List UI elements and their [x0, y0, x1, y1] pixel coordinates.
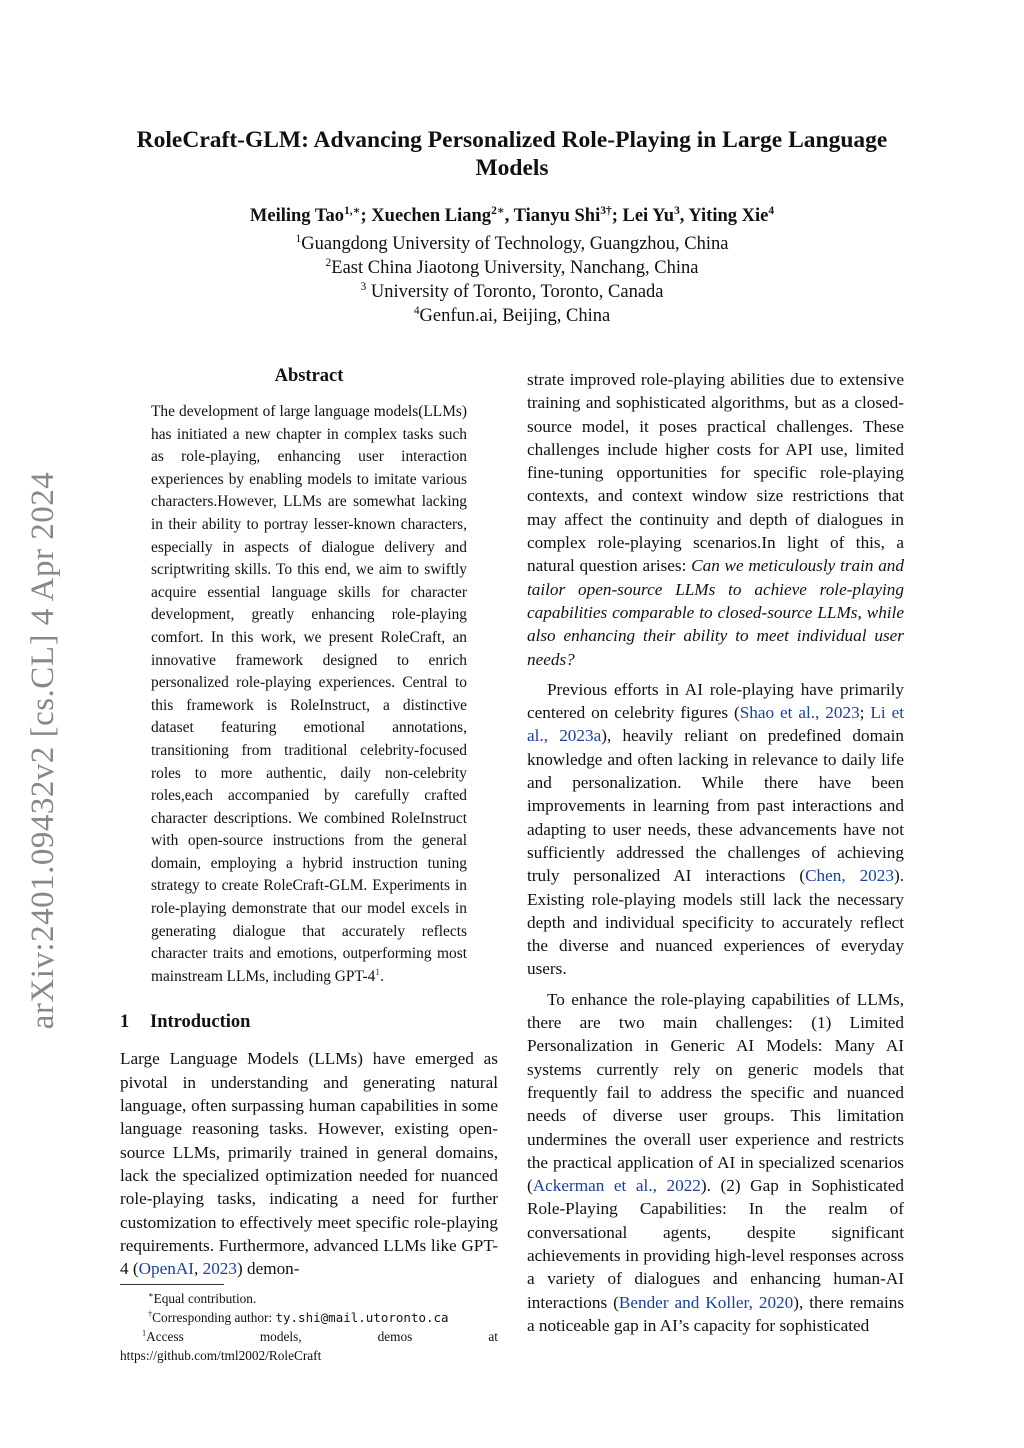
- abstract-end: .: [380, 967, 384, 985]
- arxiv-identifier: [4, 455, 84, 1045]
- research-question: Can we meticulously train and tailor open-source LLMs to achieve role-playing capabilities comparable to closed-source LLMs, while also enhancing their ability to meet individual user needs?: [527, 556, 904, 669]
- paragraph-text: ), there remains a noticeable gap in AI’s capacity for sophisticated: [527, 1292, 905, 1335]
- citation-link[interactable]: Li et al., 2023a: [527, 703, 905, 746]
- footnote-word-text: Access: [146, 1329, 184, 1345]
- affiliation-mark: 2: [325, 256, 332, 269]
- intro-paragraph: [527, 678, 904, 981]
- abstract-body: The development of large language models(LLMs) has initiated a new chapter in complex tasks such as role-playing, enhancing user interaction experiences by enabling models to imitate various characters.However, LLMs are somewhat lacking in their ability to portray lesser-known characters, especially in aspects of dialogue delivery and scriptwriting skills. To this end, we aim to swiftly acquire essential language skills for character development, greatly enhancing role-playing comfort. In this work, we present RoleCraft, an innovative framework designed to enrich personalized role-playing experiences. Central to this framework is RoleInstruct, a distinctive dataset featuring emotional annotations, transitioning from traditional celebrity-focused roles to more authentic, daily non-celebrity roles,each accompanied by carefully crafted character descriptions. We combined RoleInstruct with open-source instructions from the general domain, employing a hybrid instruction tuning strategy to create RoleCraft-GLM. Experiments in role-playing demonstrate that our model excels in generating dialogue that accurately reflects character traits and emotions, outperforming most mainstream LLMs, including GPT-4: [151, 403, 467, 985]
- affiliation-text: University of Toronto, Toronto, Canada: [366, 282, 664, 302]
- author-name: ; Xuechen Liang: [360, 206, 492, 226]
- affiliation-text: Guangdong University of Technology, Guangzhou, China: [301, 234, 729, 254]
- footnote-url[interactable]: https://github.com/tml2002/RoleCraft: [120, 1348, 322, 1364]
- footnote-text: Corresponding author:: [152, 1310, 276, 1326]
- author-name: Meiling Tao: [249, 206, 344, 226]
- citation-link[interactable]: 2023: [202, 1259, 237, 1279]
- paragraph-text: strate improved role-playing abilities due to extensive training and sophisticated algorithms, but as a closed-source model, it poses practical challenges. These challenges include higher costs for API use, limited fine-tuning opportunities for specific role-playing contexts, and context window size restrictions that may affect the continuity and depth of dialogues in complex role-playing scenarios.In light of this, a natural question arises:: [527, 370, 904, 576]
- author-mark: 3†: [600, 204, 612, 217]
- abstract-text: [151, 401, 467, 988]
- author-name: ; Lei Yu: [611, 206, 675, 226]
- left-column: [120, 366, 498, 1365]
- section-number: 1: [120, 1012, 130, 1033]
- author-mark: 3: [674, 204, 680, 217]
- author-name: , Tianyu Shi: [504, 206, 601, 226]
- paragraph-text: ), heavily reliant on predefined domain knowledge and often lacking in relevance to daily life and personalization. While there have been improvements in learning from past interactions and adapting to user needs, these advancements have not sufficiently addressed the challenges of achieving truly personalized AI interactions (: [527, 726, 904, 886]
- affiliation: [110, 232, 914, 256]
- footnote-mark: 1: [142, 1328, 147, 1338]
- author-mark: 4: [768, 204, 775, 217]
- footnote-text: Equal contribution.: [153, 1291, 257, 1307]
- paragraph-text: Previous efforts in AI role-playing have primarily centered on celebrity figures (: [527, 679, 904, 723]
- footnote-access: [120, 1327, 498, 1346]
- citation-separator: ,: [194, 1259, 203, 1279]
- affiliation-text: East China Jiaotong University, Nanchang, China: [331, 258, 699, 278]
- paragraph-text: ). Existing role-playing models still lack the necessary depth and individual specificity to accurately reflect the diverse and nuanced experiences of everyday users.: [527, 866, 904, 979]
- abstract-heading: Abstract: [274, 366, 344, 386]
- paragraph-text: ) demon-: [236, 1259, 300, 1279]
- paper-title: RoleCraft-GLM: Advancing Personalized Role-Playing in Large Language Models: [136, 127, 888, 181]
- arxiv-identifier-text: arXiv:2401.09432v2 [cs.CL] 4 Apr 2024: [25, 471, 62, 1029]
- citation-separator: ;: [859, 703, 871, 723]
- author-mark: 1,∗: [343, 204, 361, 217]
- affiliation-mark: 4: [413, 304, 420, 317]
- section-title: Introduction: [150, 1012, 251, 1033]
- affiliation-mark: 1: [295, 232, 302, 245]
- intro-paragraph-continued: [527, 368, 904, 671]
- footnote-word: demos: [377, 1329, 413, 1345]
- citation-link[interactable]: Ackerman et al., 2022: [532, 1176, 701, 1196]
- citation-link[interactable]: OpenAI: [138, 1259, 194, 1279]
- affiliation: [110, 280, 914, 304]
- citation-link[interactable]: Chen, 2023: [805, 866, 894, 886]
- affiliation-mark: 3: [360, 280, 367, 293]
- right-column: [527, 368, 904, 1337]
- footnote-word: [142, 1327, 184, 1346]
- citation-link[interactable]: Shao et al., 2023: [739, 703, 860, 723]
- intro-paragraph: [527, 988, 904, 1337]
- footnote-mark: †: [148, 1309, 153, 1319]
- affiliation-text: Genfun.ai, Beijing, China: [419, 306, 611, 326]
- author-name: , Yiting Xie: [679, 206, 769, 226]
- section-heading-introduction: [120, 1012, 498, 1033]
- footnote-equal: [120, 1289, 498, 1308]
- footnote-word: models,: [259, 1329, 302, 1345]
- affiliation: [110, 304, 914, 328]
- author-mark: 2∗: [491, 204, 505, 217]
- footnote-word: at: [488, 1329, 498, 1345]
- paragraph-text: To enhance the role-playing capabilities of LLMs, there are two main challenges: (1) Limited Personalization in Generic AI Models: Many AI systems currently rely on generic models that frequently fail to address the specific and nuanced needs of diverse user groups. This limitation undermines the overall user experience and restricts the practical application of AI in specialized scenarios (: [527, 989, 904, 1196]
- author-list: [110, 206, 914, 227]
- footnote-corresponding: [120, 1308, 498, 1327]
- footnote-mark: ∗: [148, 1290, 154, 1300]
- intro-paragraph: [120, 1047, 498, 1280]
- footnote-divider: [120, 1284, 224, 1285]
- paragraph-text: ). (2) Gap in Sophisticated Role-Playing Capabilities: In the realm of conversational agents, despite significant achievements in providing high-level responses across a variety of dialogues and enhancing human-AI interactions (: [527, 1176, 904, 1312]
- affiliation: [110, 256, 914, 280]
- citation-link[interactable]: Bender and Koller, 2020: [618, 1292, 794, 1312]
- affiliation-list: [110, 232, 914, 328]
- footnote-ref[interactable]: 1: [375, 966, 381, 978]
- paragraph-text: Large Language Models (LLMs) have emerged as pivotal in understanding and generating natural language, often surpassing human capabilities in some language reasoning tasks. However, existing open-source LLMs, primarily trained in general domains, lack the specialized optimization needed for nuanced role-playing tasks, indicating a need for further customization to effectively meet specific role-playing requirements. Furthermore, advanced LLMs like GPT-4 (: [120, 1049, 498, 1279]
- email-link[interactable]: ty.shi@mail.utoronto.ca: [275, 1310, 449, 1326]
